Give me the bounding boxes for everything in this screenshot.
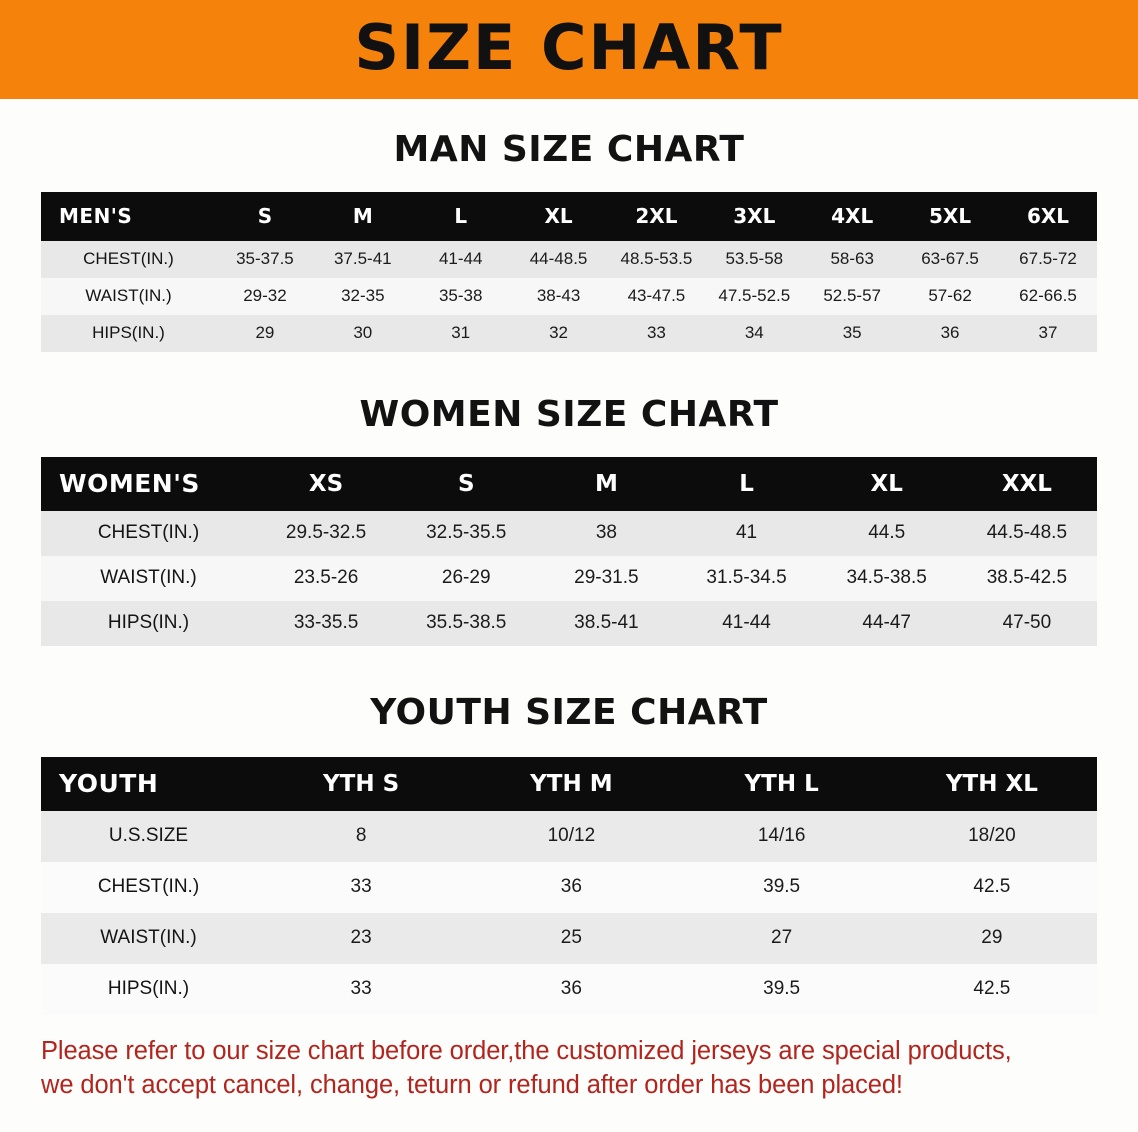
col-header-l: L xyxy=(676,457,816,511)
col-header-m: M xyxy=(314,192,412,241)
cell: 42.5 xyxy=(887,964,1097,1015)
col-header-l: L xyxy=(412,192,510,241)
cell: 37.5-41 xyxy=(314,241,412,278)
cell: 44.5-48.5 xyxy=(957,511,1097,556)
table-row xyxy=(41,811,1097,862)
table-header-row xyxy=(41,192,1097,241)
cell: 35-37.5 xyxy=(216,241,314,278)
cell: 10/12 xyxy=(466,811,676,862)
cell: 33 xyxy=(256,862,466,913)
col-header-xs: XS xyxy=(256,457,396,511)
cell: 36 xyxy=(901,315,999,352)
cell: 32.5-35.5 xyxy=(396,511,536,556)
man-size-table xyxy=(41,192,1097,352)
cell: 39.5 xyxy=(677,964,887,1015)
women-size-table xyxy=(41,457,1097,646)
col-header-yth-xl: YTH XL xyxy=(887,757,1097,811)
table-header-row xyxy=(41,757,1097,811)
cell: 31 xyxy=(412,315,510,352)
cell: 62-66.5 xyxy=(999,278,1097,315)
cell: 29-32 xyxy=(216,278,314,315)
row-header-chest: CHEST(IN.) xyxy=(41,511,256,556)
cell: 44-47 xyxy=(817,601,957,646)
cell: 18/20 xyxy=(887,811,1097,862)
cell: 23 xyxy=(256,913,466,964)
cell: 44.5 xyxy=(817,511,957,556)
row-header-waist: WAIST(IN.) xyxy=(41,556,256,601)
cell: 30 xyxy=(314,315,412,352)
row-header-hips: HIPS(IN.) xyxy=(41,315,216,352)
col-header-xl: XL xyxy=(817,457,957,511)
cell: 29-31.5 xyxy=(536,556,676,601)
table-header-row xyxy=(41,457,1097,511)
cell: 63-67.5 xyxy=(901,241,999,278)
cell: 53.5-58 xyxy=(705,241,803,278)
col-header-yth-l: YTH L xyxy=(677,757,887,811)
cell: 41 xyxy=(676,511,816,556)
man-section-title: MAN SIZE CHART xyxy=(393,129,745,170)
cell: 36 xyxy=(466,964,676,1015)
cell: 35-38 xyxy=(412,278,510,315)
page-title: SIZE CHART xyxy=(354,10,784,84)
cell: 33-35.5 xyxy=(256,601,396,646)
policy-note-line-2: we don't accept cancel, change, teturn or refund after order has been placed! xyxy=(41,1070,903,1099)
cell: 26-29 xyxy=(396,556,536,601)
cell: 23.5-26 xyxy=(256,556,396,601)
row-header-waist: WAIST(IN.) xyxy=(41,278,216,315)
cell: 38-43 xyxy=(510,278,608,315)
table-row xyxy=(41,278,1097,315)
row-header-hips: HIPS(IN.) xyxy=(41,601,256,646)
youth-section-title: YOUTH SIZE CHART xyxy=(370,692,768,733)
col-header-womens: WOMEN'S xyxy=(41,457,256,511)
col-header-yth-s: YTH S xyxy=(256,757,466,811)
col-header-5xl: 5XL xyxy=(901,192,999,241)
cell: 38.5-41 xyxy=(536,601,676,646)
table-row xyxy=(41,511,1097,556)
table-row xyxy=(41,315,1097,352)
cell: 67.5-72 xyxy=(999,241,1097,278)
policy-note xyxy=(41,1035,1097,1102)
cell: 33 xyxy=(256,964,466,1015)
cell: 43-47.5 xyxy=(608,278,706,315)
cell: 44-48.5 xyxy=(510,241,608,278)
row-header-us-size: U.S.SIZE xyxy=(41,811,256,862)
row-header-waist: WAIST(IN.) xyxy=(41,913,256,964)
col-header-4xl: 4XL xyxy=(803,192,901,241)
cell: 41-44 xyxy=(412,241,510,278)
table-row xyxy=(41,241,1097,278)
col-header-yth-m: YTH M xyxy=(466,757,676,811)
cell: 29 xyxy=(216,315,314,352)
col-header-mens: MEN'S xyxy=(41,192,216,241)
cell: 47.5-52.5 xyxy=(705,278,803,315)
table-row xyxy=(41,913,1097,964)
col-header-xl: XL xyxy=(510,192,608,241)
cell: 14/16 xyxy=(677,811,887,862)
cell: 25 xyxy=(466,913,676,964)
cell: 32-35 xyxy=(314,278,412,315)
cell: 34 xyxy=(705,315,803,352)
cell: 52.5-57 xyxy=(803,278,901,315)
table-row xyxy=(41,964,1097,1015)
cell: 27 xyxy=(677,913,887,964)
cell: 31.5-34.5 xyxy=(676,556,816,601)
cell: 37 xyxy=(999,315,1097,352)
cell: 29 xyxy=(887,913,1097,964)
cell: 35.5-38.5 xyxy=(396,601,536,646)
cell: 8 xyxy=(256,811,466,862)
cell: 39.5 xyxy=(677,862,887,913)
cell: 33 xyxy=(608,315,706,352)
row-header-hips: HIPS(IN.) xyxy=(41,964,256,1015)
cell: 41-44 xyxy=(676,601,816,646)
col-header-xxl: XXL xyxy=(957,457,1097,511)
col-header-3xl: 3XL xyxy=(705,192,803,241)
col-header-s: S xyxy=(216,192,314,241)
col-header-2xl: 2XL xyxy=(608,192,706,241)
cell: 57-62 xyxy=(901,278,999,315)
col-header-m: M xyxy=(536,457,676,511)
cell: 35 xyxy=(803,315,901,352)
women-section-title: WOMEN SIZE CHART xyxy=(359,394,779,435)
cell: 47-50 xyxy=(957,601,1097,646)
table-row xyxy=(41,601,1097,646)
cell: 29.5-32.5 xyxy=(256,511,396,556)
cell: 36 xyxy=(466,862,676,913)
cell: 42.5 xyxy=(887,862,1097,913)
cell: 38.5-42.5 xyxy=(957,556,1097,601)
cell: 38 xyxy=(536,511,676,556)
col-header-s: S xyxy=(396,457,536,511)
youth-size-table xyxy=(41,757,1097,1015)
page-banner xyxy=(0,0,1138,99)
cell: 34.5-38.5 xyxy=(817,556,957,601)
women-table-wrap xyxy=(41,457,1097,646)
row-header-chest: CHEST(IN.) xyxy=(41,862,256,913)
col-header-youth: YOUTH xyxy=(41,757,256,811)
cell: 32 xyxy=(510,315,608,352)
policy-note-line-1: Please refer to our size chart before order,the customized jerseys are special products, xyxy=(41,1037,1012,1065)
man-table-wrap xyxy=(41,192,1097,352)
table-row xyxy=(41,862,1097,913)
table-row xyxy=(41,556,1097,601)
youth-table-wrap xyxy=(41,757,1097,1015)
cell: 58-63 xyxy=(803,241,901,278)
row-header-chest: CHEST(IN.) xyxy=(41,241,216,278)
cell: 48.5-53.5 xyxy=(608,241,706,278)
col-header-6xl: 6XL xyxy=(999,192,1097,241)
